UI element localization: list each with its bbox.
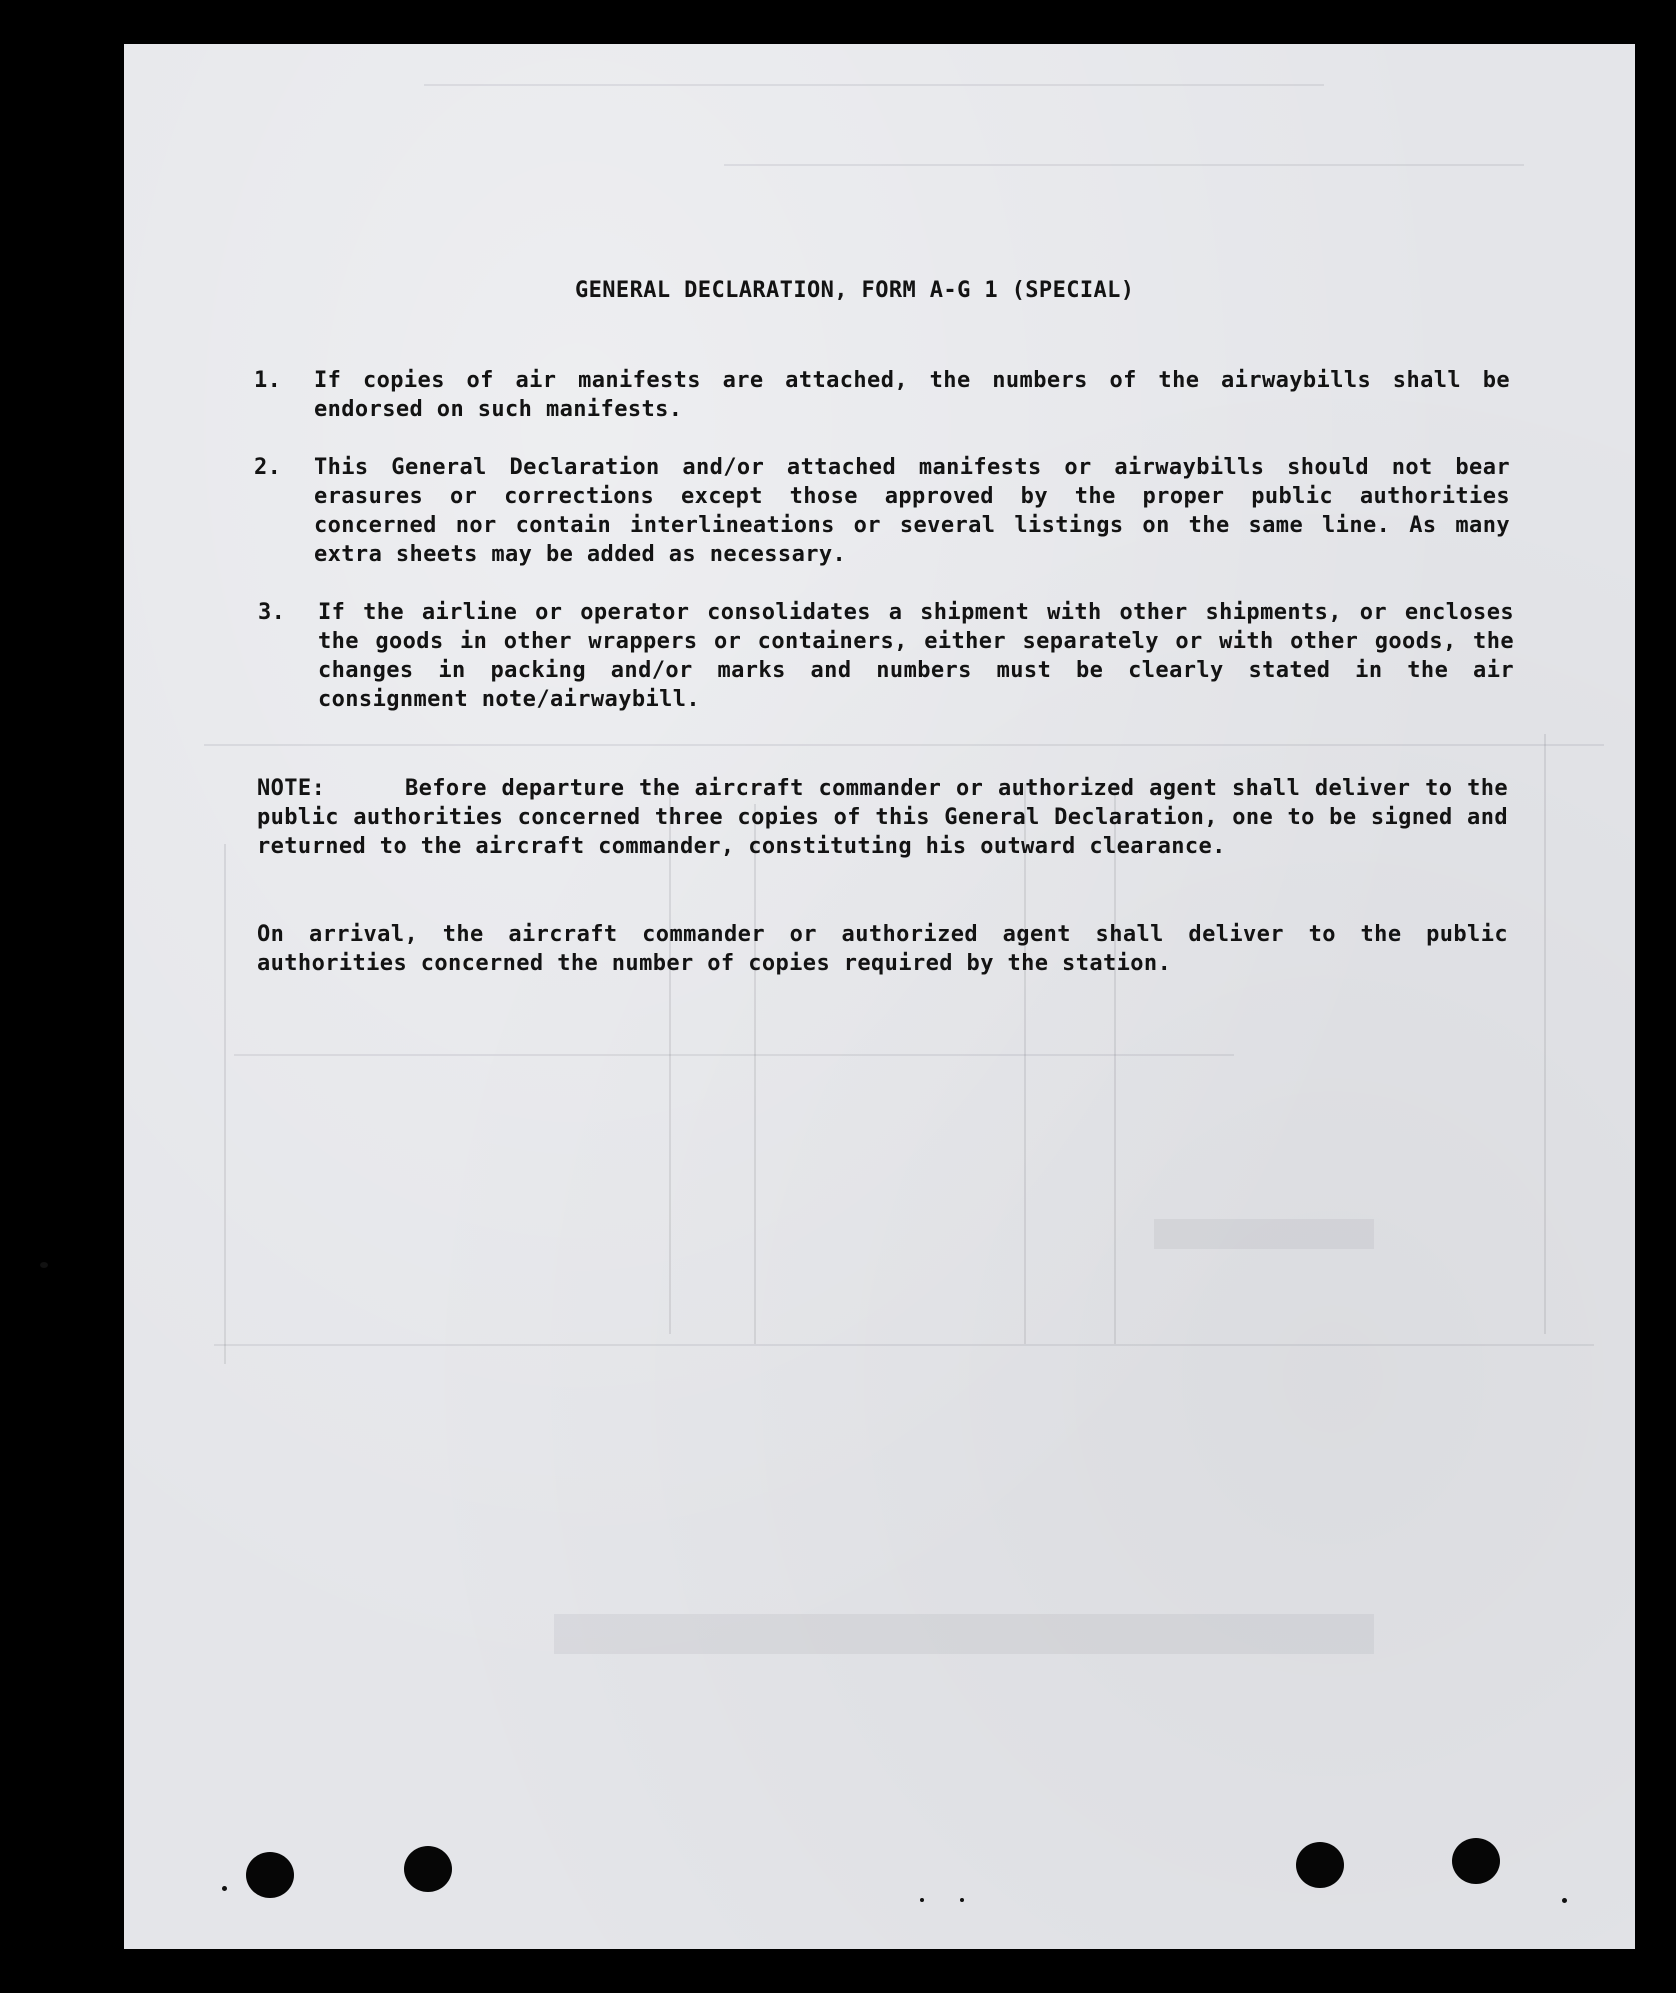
note-paragraph xyxy=(257,774,1508,861)
speck xyxy=(920,1898,924,1902)
show-through-line xyxy=(1544,734,1546,1334)
show-through-line xyxy=(1114,784,1116,1344)
show-through-line xyxy=(234,1054,1234,1056)
speck xyxy=(960,1898,964,1902)
declaration-item-1 xyxy=(254,366,1510,424)
show-through-line xyxy=(754,804,756,1344)
show-through-line xyxy=(424,84,1324,86)
item-number: 1. xyxy=(254,368,282,393)
punch-hole xyxy=(1296,1842,1344,1888)
arrival-paragraph xyxy=(257,920,1508,978)
item-text: If copies of air manifests are attached, the numbers of the airwaybills shall be endorsed on such manifests. xyxy=(314,368,1510,422)
show-through-line xyxy=(1024,784,1026,1344)
show-through-line xyxy=(224,844,226,1364)
show-through-line xyxy=(204,744,1604,746)
note-label: NOTE: xyxy=(257,776,326,801)
speck xyxy=(222,1886,227,1891)
speck xyxy=(40,1262,48,1268)
show-through-line xyxy=(724,164,1524,166)
punch-hole xyxy=(246,1852,294,1898)
punch-hole xyxy=(404,1846,452,1892)
speck xyxy=(1562,1898,1567,1903)
item-number: 3. xyxy=(258,600,286,625)
show-through-line xyxy=(214,1344,1594,1346)
show-through-block xyxy=(554,1614,1374,1654)
show-through-line xyxy=(669,784,671,1334)
punch-hole xyxy=(1452,1838,1500,1884)
declaration-item-3 xyxy=(258,598,1514,714)
item-text: This General Declaration and/or attached manifests or airwaybills should not bear erasures or corrections except those approved by the proper public authorities concerned nor contain interlineations or several listings on the same line. As many extra sheets may be added as necessary. xyxy=(314,455,1510,567)
show-through-block xyxy=(1154,1219,1374,1249)
item-text: If the airline or operator consolidates a shipment with other shipments, or encloses the goods in other wrappers or containers, either separately or with other goods, the changes in packing and/or marks and numbers must be clearly stated in the air consignment note/airwaybill. xyxy=(318,600,1514,712)
note-text: Before departure the aircraft commander or authorized agent shall deliver to the public authorities concerned three copies of this General Declaration, one to be signed and returned to the aircraft commander, constituting his outward clearance. xyxy=(257,776,1508,859)
document-title: GENERAL DECLARATION, FORM A-G 1 (SPECIAL) xyxy=(575,278,1135,303)
item-number: 2. xyxy=(254,455,282,480)
declaration-item-2 xyxy=(254,453,1510,569)
arrival-text: On arrival, the aircraft commander or authorized agent shall deliver to the public authorities concerned the number of copies required by the station. xyxy=(257,922,1508,976)
paper-sheet xyxy=(124,44,1635,1949)
